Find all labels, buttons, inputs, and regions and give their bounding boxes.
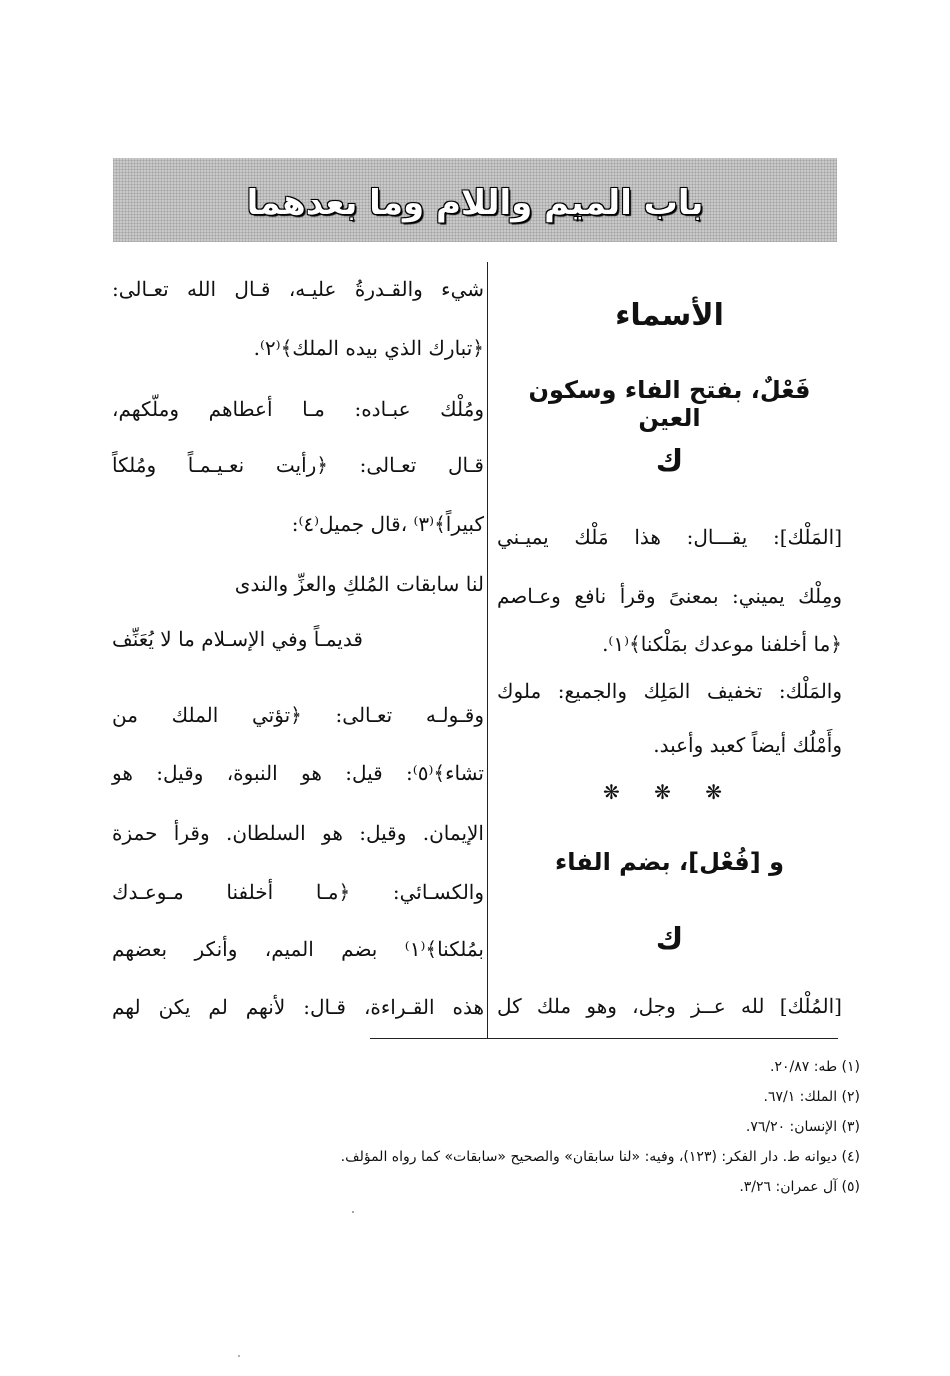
section-separator-stars: ❋ ❋ ❋ [603,780,736,804]
footnote: (٣) الإنسان: ٧٦/٢٠. [745,1119,860,1135]
poetry-line: قديمـاً وفي الإسـلام ما لا يُعَنِّف [112,627,363,651]
scan-speck [352,1211,354,1213]
text-line: وقـولـه تعـالى: ﴿تؤتي الملك من [112,703,484,727]
poetry-line: لنا سابقات المُلكِ والعزِّ والندى [234,572,484,596]
text-line: [المُلْك] لله عــز وجل، وهو ملك كل [497,994,842,1018]
text-line: والكسـائي: ﴿مـا أخلفنا مـوعـدك [112,880,484,904]
text-line: وأَمْلُك أيضاً كعبد وأعبد. [653,733,842,757]
text-line: [المَلْك]: يقـــال: هذا مَلْك يميـني [497,525,842,549]
text-line: تشاء﴾⁽٥⁾: قيل: هو النبوة، وقيل: هو [112,761,484,785]
scan-speck [238,1355,240,1357]
subheading-ful: و [فُعْل]، بضم الفاء [555,848,784,876]
text-line: والمَلْك: تخفيف المَلِك والجميع: ملوك [497,679,842,703]
footnote: (١) طه: ٢٠/٨٧. [770,1059,860,1075]
letter-heading-kaf: ك [655,444,684,479]
text-line: الإيمان. وقيل: هو السلطان. وقرأ حمزة [112,821,484,845]
text-line: ومِلْك يميني: بمعنىً وقرأ نافع وعـاصم [497,584,842,608]
text-line: ومُلْك عبـاده: مـا أعطاهم وملّكهم، [112,397,484,421]
text-line: شيء والقـدرةُ عليـه، قـال الله تعـالى: [112,277,484,301]
column-divider [487,262,488,1038]
text-line: كبيراً﴾⁽٣⁾ ،قال جميل⁽٤⁾: [291,512,484,536]
text-line: ﴿تبارك الذي بيده الملك﴾⁽٢⁾. [253,336,484,360]
subheading-fal: فَعْلٌ، بفتح الفاء وسكون العين [528,376,811,432]
footnote: (٤) ديوانه ط. دار الفكر: (١٢٣)، وفيه: «لنا سابقان» والصحيح «سابقات» كما رواه المؤلف. [340,1149,860,1165]
footnote: (٥) آل عمران: ٣/٢٦. [739,1179,860,1195]
text-line: بمُلكنا﴾⁽١⁾ بضم الميم، وأنكر بعضهم [112,937,484,961]
chapter-banner [113,158,837,242]
chapter-title: باب الميم واللام وما بعدهما [246,183,704,223]
footnote: (٢) الملك: ٦٧/١. [763,1089,860,1105]
letter-heading-kaf: ك [655,922,684,957]
section-heading-asma: الأسماء [615,298,724,333]
text-line: ﴿ما أخلفنا موعدك بمَلْكنا﴾⁽١⁾. [602,632,842,656]
footnote-rule [370,1038,838,1039]
text-line: قـال تعـالى: ﴿رأيت نعـيـمـاً ومُلكاً [112,453,484,477]
footnotes [190,1052,860,1202]
text-line: هذه القـراءة، قـال: لأنهم لم يكن لهم [112,995,484,1019]
